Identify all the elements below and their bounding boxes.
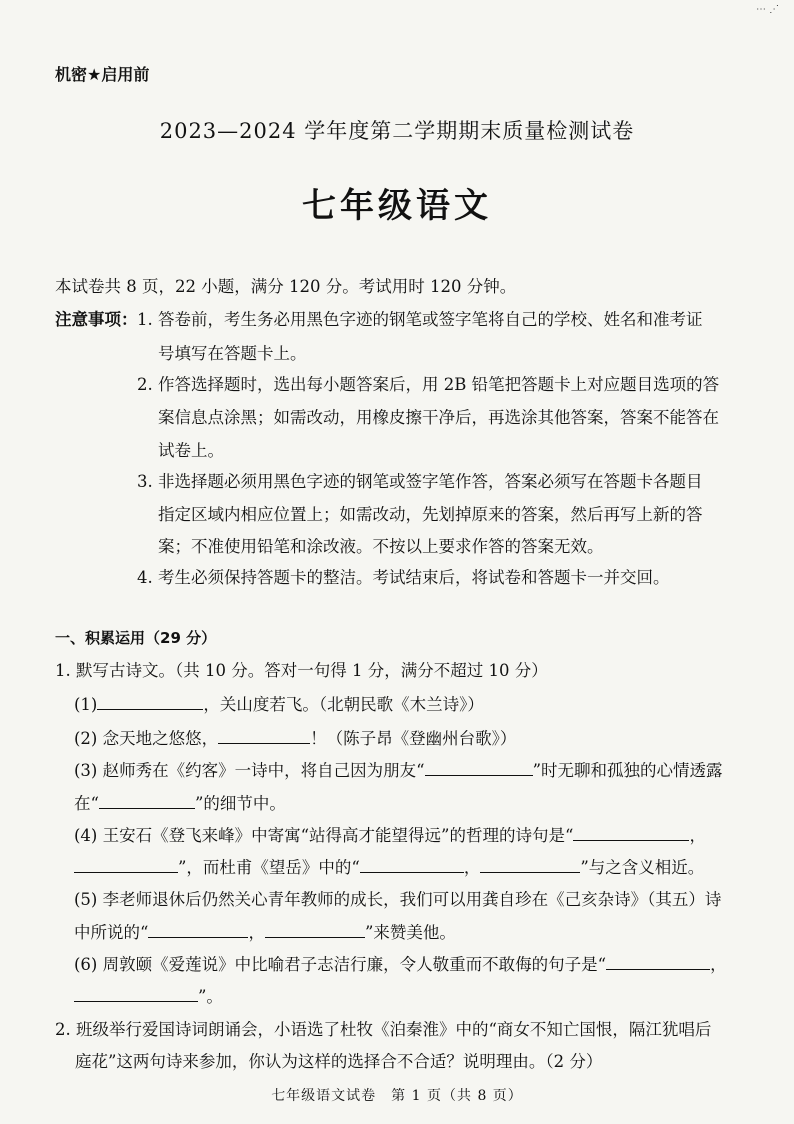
- note-3-line-3: 案；不准使用铅笔和涂改液。不按以上要求作答的答案无效。: [158, 537, 604, 556]
- note-2-line-3: 试卷上。: [158, 441, 224, 460]
- q1-item-5-cont: 中所说的“ ， ”来赞美他。: [74, 918, 456, 948]
- subject-title: 七年级语文: [302, 186, 492, 226]
- answer-blank[interactable]: [99, 790, 195, 809]
- note-4-line-1: 4. 考生必须保持答题卡的整洁。考试结束后，将试卷和答题卡一并交回。: [137, 568, 670, 587]
- note-2-line-1: 2. 作答选择题时，选出每小题答案后，用 2B 铅笔把答题卡上对应题目选项的答: [137, 375, 720, 394]
- answer-blank[interactable]: [148, 919, 248, 938]
- section-1-title: 一、积累运用（29 分）: [55, 629, 217, 647]
- question-2-line-2: 庭花”这两句诗来参加，你认为这样的选择合不合适？说明理由。（2 分）: [75, 1052, 603, 1071]
- answer-blank[interactable]: [606, 951, 710, 970]
- answer-blank[interactable]: [425, 757, 533, 776]
- q1-item-3-cont: 在“ ”的细节中。: [74, 789, 286, 819]
- note-3-line-1: 3. 非选择题必须用黑色字迹的钢笔或签字笔作答，答案必须写在答题卡各题目: [137, 472, 703, 491]
- answer-blank[interactable]: [573, 822, 689, 841]
- page-footer: 七年级语文试卷 第 1 页（共 8 页）: [271, 1088, 523, 1104]
- answer-blank[interactable]: [74, 983, 198, 1002]
- note-1-line-2: 号填写在答题卡上。: [158, 344, 307, 363]
- exam-intro: 本试卷共 8 页，22 小题，满分 120 分。考试用时 120 分钟。: [55, 277, 517, 296]
- note-2-line-2: 案信息点涂黑；如需改动，用橡皮擦干净后，再选涂其他答案，答案不能答在: [158, 408, 719, 427]
- secret-label: 机密★启用前: [55, 65, 150, 84]
- q1-item-4: (4) 王安石《登飞来峰》中寄寓“站得高才能望得远”的哲理的诗句是“ ，: [74, 821, 706, 851]
- answer-blank[interactable]: [74, 854, 178, 873]
- scan-edge-mark: ⋯ ⋰: [756, 4, 780, 15]
- answer-blank[interactable]: [360, 854, 464, 873]
- q1-item-4-cont: ”，而杜甫《望岳》中的“ ， ”与之含义相近。: [74, 853, 704, 883]
- exam-title: 2023—2024 学年度第二学期期末质量检测试卷: [159, 119, 635, 143]
- answer-blank[interactable]: [265, 919, 365, 938]
- note-1-line-1: 1. 答卷前，考生务必用黑色字迹的钢笔或签字笔将自己的学校、姓名和准考证: [137, 310, 703, 329]
- answer-blank[interactable]: [480, 854, 580, 873]
- q1-item-6: (6) 周敦颐《爱莲说》中比喻君子志洁行廉，令人敬重而不敢侮的句子是“ ，: [74, 950, 727, 980]
- notes-label: 注意事项：: [55, 310, 138, 329]
- q1-item-2: (2) 念天地之悠悠， ！（陈子昂《登幽州台歌》）: [74, 724, 516, 754]
- q1-item-1: (1) ，关山度若飞。（北朝民歌《木兰诗》）: [74, 690, 484, 720]
- q1-item-6-cont: ”。: [74, 982, 223, 1012]
- note-3-line-2: 指定区域内相应位置上；如需改动，先划掉原来的答案，然后再写上新的答: [158, 505, 703, 524]
- answer-blank[interactable]: [218, 725, 310, 744]
- q1-item-3: (3) 赵师秀在《约客》一诗中，将自己因为朋友“ ”时无聊和孤独的心情透露: [74, 756, 723, 786]
- question-1-stem: 1. 默写古诗文。（共 10 分。答对一句得 1 分，满分不超过 10 分）: [55, 661, 548, 680]
- answer-blank[interactable]: [97, 691, 203, 710]
- question-2-line-1: 2. 班级举行爱国诗词朗诵会，小语选了杜牧《泊秦淮》中的“商女不知亡国恨，隔江犹唱后: [55, 1020, 712, 1039]
- q1-item-5: (5) 李老师退休后仍然关心青年教师的成长，我们可以用龚自珍在《己亥杂诗》（其五）诗: [74, 890, 722, 909]
